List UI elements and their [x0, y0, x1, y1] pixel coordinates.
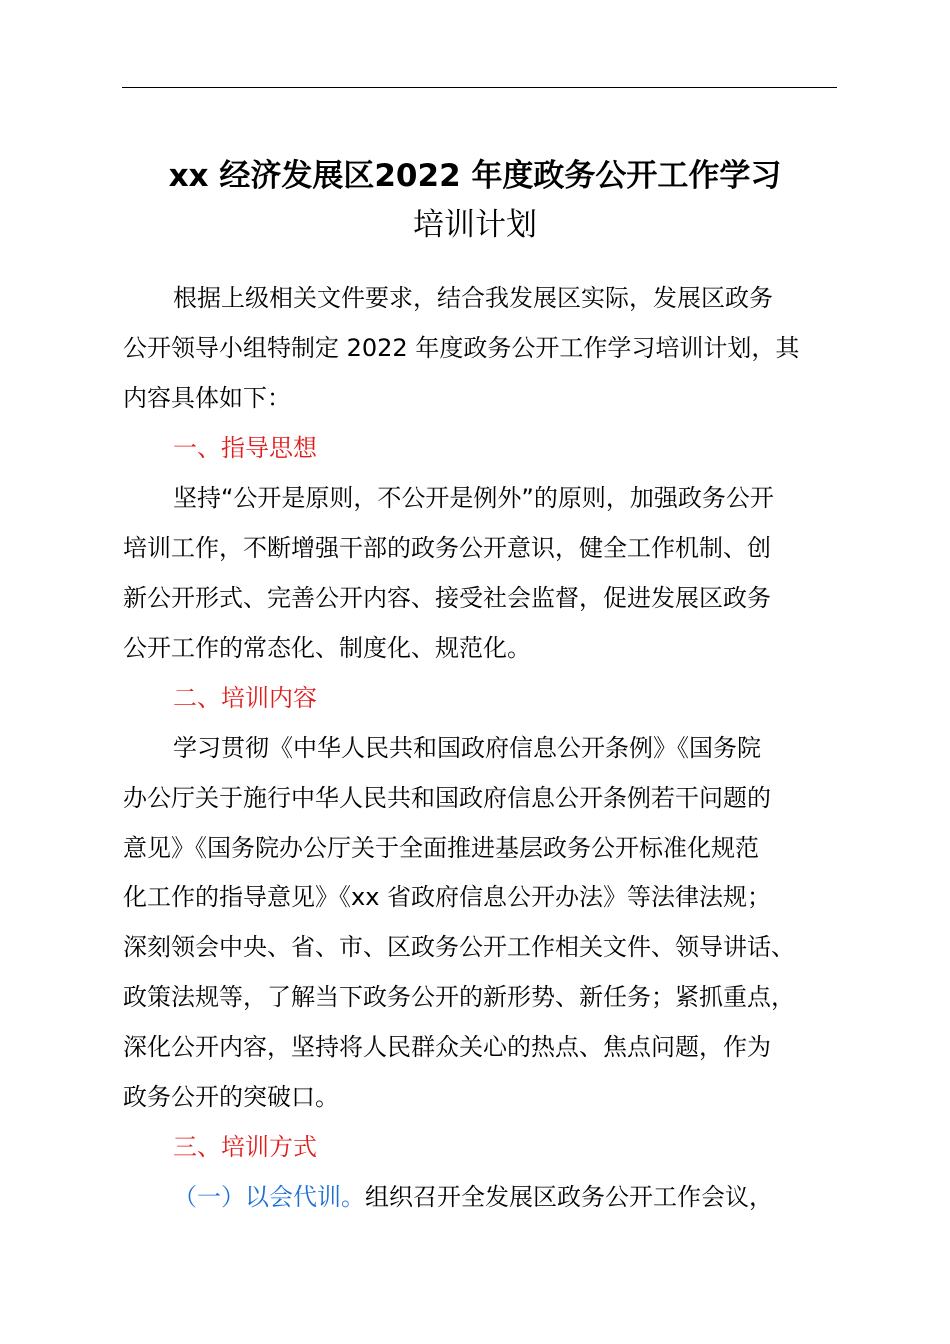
section1-line: 新公开形式、完善公开内容、接受社会监督，促进发展区政务 — [123, 584, 771, 612]
title-year: 2022 — [374, 158, 461, 194]
section3-item1 — [173, 1179, 773, 1215]
section-heading-guiding-ideology: 一、指导思想 — [173, 434, 317, 462]
document-title-line-2: 培训计划 — [413, 207, 537, 243]
section1-line: 公开工作的常态化、制度化、规范化。 — [123, 634, 531, 662]
section1-line: 坚持“公开是原则，不公开是例外”的原则，加强政务公开 — [173, 484, 774, 512]
section2-line: 办公厅关于施行中华人民共和国政府信息公开条例若干问题的 — [123, 784, 771, 812]
title-part-a: 经济发展区 — [219, 158, 375, 194]
section3-item1-text: 组织召开全发展区政务公开工作会议， — [365, 1183, 773, 1211]
section2-line: 深刻领会中央、省、市、区政务公开工作相关文件、领导讲话、 — [123, 933, 795, 961]
section-heading-training-method: 三、培训方式 — [173, 1133, 317, 1161]
section2-line: 政务公开的突破口。 — [123, 1083, 339, 1111]
section2-line: 学习贯彻《中华人民共和国政府信息公开条例》《国务院 — [173, 734, 761, 762]
document-title — [100, 152, 850, 200]
section1-line: 培训工作，不断增强干部的政务公开意识，健全工作机制、创 — [123, 534, 771, 562]
header-rule — [122, 87, 837, 88]
section-heading-training-content: 二、培训内容 — [173, 684, 317, 712]
section3-item1-label: （一）以会代训。 — [173, 1183, 365, 1211]
section2-line: 意见》《国务院办公厅关于全面推进基层政务公开标准化规范 — [123, 834, 759, 862]
title-prefix: xx — [168, 158, 209, 194]
title-part-b: 年度政务公开工作学习 — [471, 158, 782, 194]
section2-line: 深化公开内容，坚持将人民群众关心的热点、焦点问题，作为 — [123, 1033, 771, 1061]
intro-line: 根据上级相关文件要求，结合我发展区实际，发展区政务 — [173, 284, 773, 312]
intro-line: 公开领导小组特制定 2022 年度政务公开工作学习培训计划，其 — [123, 334, 800, 362]
section2-line: 政策法规等，了解当下政务公开的新形势、新任务；紧抓重点， — [123, 983, 795, 1011]
section2-line: 化工作的指导意见》《xx 省政府信息公开办法》等法律法规； — [123, 883, 772, 911]
intro-line: 内容具体如下： — [123, 384, 291, 412]
